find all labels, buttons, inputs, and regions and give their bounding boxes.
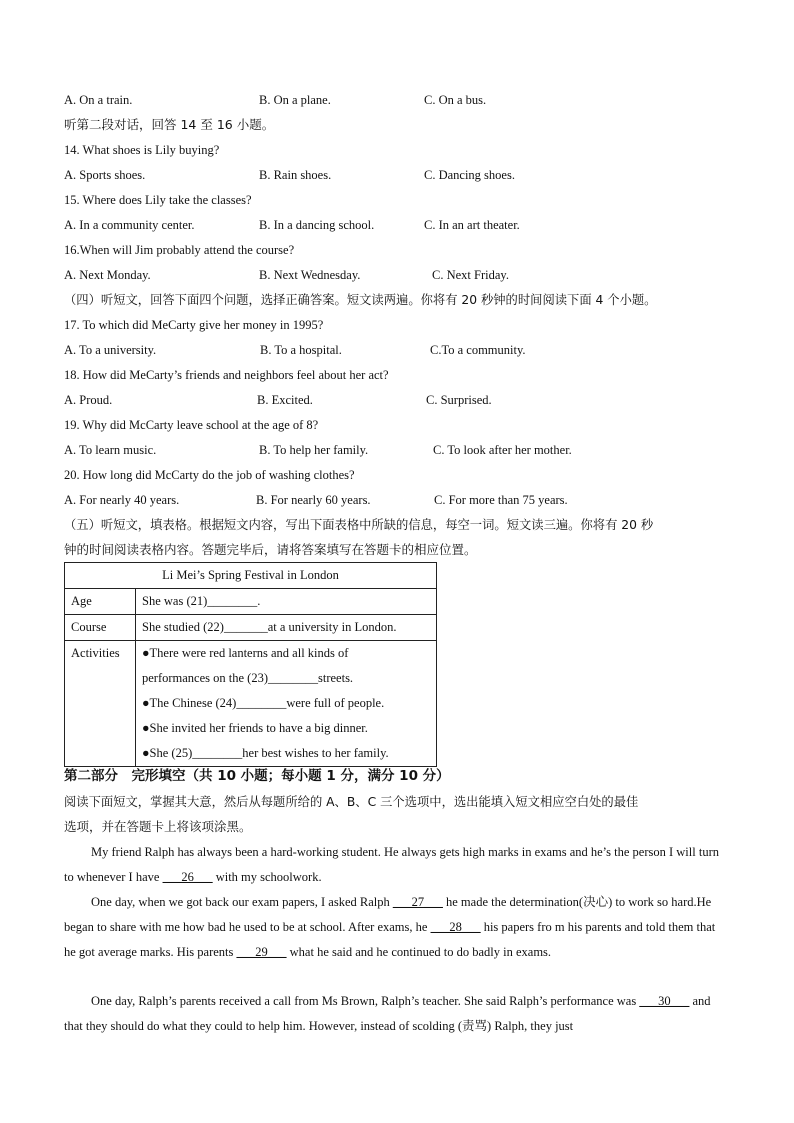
passage-paragraph-3 [64, 989, 730, 1039]
table-title: Li Mei’s Spring Festival in London [65, 563, 437, 589]
activities-label: Activities [65, 641, 136, 767]
q20-options [64, 492, 568, 508]
course-label: Course [65, 615, 136, 641]
q19-stem: 19. Why did McCarty leave school at the age of 8? [64, 418, 319, 432]
q19-option-a: A. To learn music. [64, 443, 157, 457]
blank-30: ___30___ [639, 994, 690, 1008]
age-cell [136, 589, 437, 615]
q20-stem: 20. How long did McCarty do the job of washing clothes? [64, 468, 355, 482]
course-text: She studied (22) [142, 620, 224, 634]
p2-text-b: he made the determination(决心) to work so hard.He began to share with me how bad he used to be at school. After exams, he [64, 895, 712, 934]
activity-4 [142, 741, 430, 766]
p2-text-a: One day, when we got back our exam papers, I asked Ralph [91, 895, 390, 909]
q17-option-c: C.To a community. [430, 343, 526, 357]
age-end: . [257, 594, 261, 608]
q17-option-b: B. To a hospital. [260, 343, 342, 357]
section5-instructions-line2: 钟的时间阅读表格内容。答题完毕后，请将答案填写在答题卡的相应位置。 [64, 542, 477, 557]
q20-option-a: A. For nearly 40 years. [64, 493, 180, 507]
p1-text-a: My friend Ralph has always been a hard-working student. He always gets high marks in exams and he’s the person I will turn to whenever I have [64, 845, 719, 884]
blank-27: ___27___ [392, 895, 443, 909]
activity-4-text: ●She (25) [142, 746, 193, 760]
section5-instructions-line1: （五）听短文，填表格。根据短文内容，写出下面表格中所缺的信息，每空一词。短文读三遍。你将有 20 秒 [64, 518, 654, 532]
course-end: at a university in London. [267, 620, 397, 634]
q16-stem: 16.When will Jim probably attend the course? [64, 243, 295, 257]
part2-instructions-line1: 阅读下面短文，掌握其大意，然后从每题所给的 A、B、C 三个选项中，选出能填入短文相应空白处的最佳 [64, 795, 639, 809]
q20-option-c: C. For more than 75 years. [434, 493, 568, 507]
q17-stem: 17. To which did MeCarty give her money in 1995? [64, 318, 324, 332]
q18-option-c: C. Surprised. [426, 393, 492, 407]
q19-options [64, 442, 572, 458]
q15-options [64, 217, 520, 233]
blank-25: ________ [192, 746, 243, 760]
q14-options [64, 167, 515, 183]
q18-stem: 18. How did MeCarty’s friends and neighbors feel about her act? [64, 368, 389, 382]
p1-text-b: with my schoolwork. [215, 869, 322, 884]
q18-option-b: B. Excited. [257, 393, 313, 407]
q14-stem: 14. What shoes is Lily buying? [64, 143, 220, 157]
blank-26: ___26___ [162, 869, 213, 884]
age-text: She was (21) [142, 594, 208, 608]
q16-option-b: B. Next Wednesday. [259, 268, 361, 282]
blank-23: ________ [268, 671, 318, 685]
blank-28: ___28___ [430, 919, 481, 934]
q16-option-c: C. Next Friday. [432, 268, 509, 282]
age-label: Age [65, 589, 136, 615]
q15-option-c: C. In an art theater. [424, 218, 520, 232]
p2-text-c: his papers fro m his parents and told them that he got average marks. His parents [64, 919, 716, 959]
blank-22: _______ [223, 620, 268, 634]
course-cell [136, 615, 437, 641]
p2-text-d: what he said and he continued to do badly in exams. [289, 944, 552, 959]
activity-4-end: her best wishes to her family. [242, 746, 389, 760]
section4-instructions: （四）听短文，回答下面四个问题，选择正确答案。短文读两遍。你将有 20 秒钟的时间阅读下面 4 个小题。 [64, 293, 657, 307]
q19-option-c: C. To look after her mother. [433, 443, 572, 457]
blank-29: ___29___ [236, 944, 287, 959]
q18-options [64, 392, 492, 408]
activity-2-text: ●The Chinese (24) [142, 696, 237, 710]
activity-3: ●She invited her friends to have a big dinner. [142, 721, 368, 735]
dialogue2-intro: 听第二段对话，回答 14 至 16 小题。 [64, 117, 275, 132]
p3-text-a: One day, Ralph’s parents received a call from Ms Brown, Ralph’s teacher. She said Ralph’s performance was [91, 994, 637, 1008]
q16-option-a: A. Next Monday. [64, 268, 151, 282]
p3-text-b: and that they should do what they could to help him. However, instead of scolding (责骂) Ralph, they just [64, 994, 711, 1033]
passage-paragraph-2 [64, 890, 730, 964]
q14-option-c: C. Dancing shoes. [424, 168, 515, 182]
blank-21: ________ [207, 594, 258, 608]
activities-cell [136, 641, 437, 767]
q14-option-a: A. Sports shoes. [64, 168, 146, 182]
part2-instructions-line2: 选项，并在答题卡上将该项涂黑。 [64, 819, 252, 834]
activity-2-end: were full of people. [286, 696, 385, 710]
q17-option-a: A. To a university. [64, 343, 157, 357]
q13-option-a: A. On a train. [64, 93, 133, 107]
q18-option-a: A. Proud. [64, 393, 113, 407]
q15-option-b: B. In a dancing school. [259, 218, 375, 232]
activity-1-line2 [142, 666, 430, 691]
q14-option-b: B. Rain shoes. [259, 168, 332, 182]
activity-1-line1: ●There were red lanterns and all kinds of [142, 646, 349, 660]
activity-1-end: streets. [318, 671, 354, 685]
q16-options [64, 267, 509, 283]
passage-paragraph-1 [64, 840, 730, 890]
spring-festival-table [64, 562, 437, 767]
activity-2 [142, 691, 430, 716]
activity-1-text: performances on the (23) [142, 671, 268, 685]
q15-stem: 15. Where does Lily take the classes? [64, 193, 252, 207]
q13-option-c: C. On a bus. [424, 93, 487, 107]
blank-24: ________ [236, 696, 287, 710]
q20-option-b: B. For nearly 60 years. [256, 493, 371, 507]
q17-options [64, 342, 526, 358]
part2-heading: 第二部分 完形填空（共 10 小题；每小题 1 分，满分 10 分） [64, 768, 450, 784]
q13-option-b: B. On a plane. [259, 93, 331, 107]
q15-option-a: A. In a community center. [64, 218, 195, 232]
q19-option-b: B. To help her family. [259, 443, 369, 457]
q13-options [64, 92, 487, 108]
